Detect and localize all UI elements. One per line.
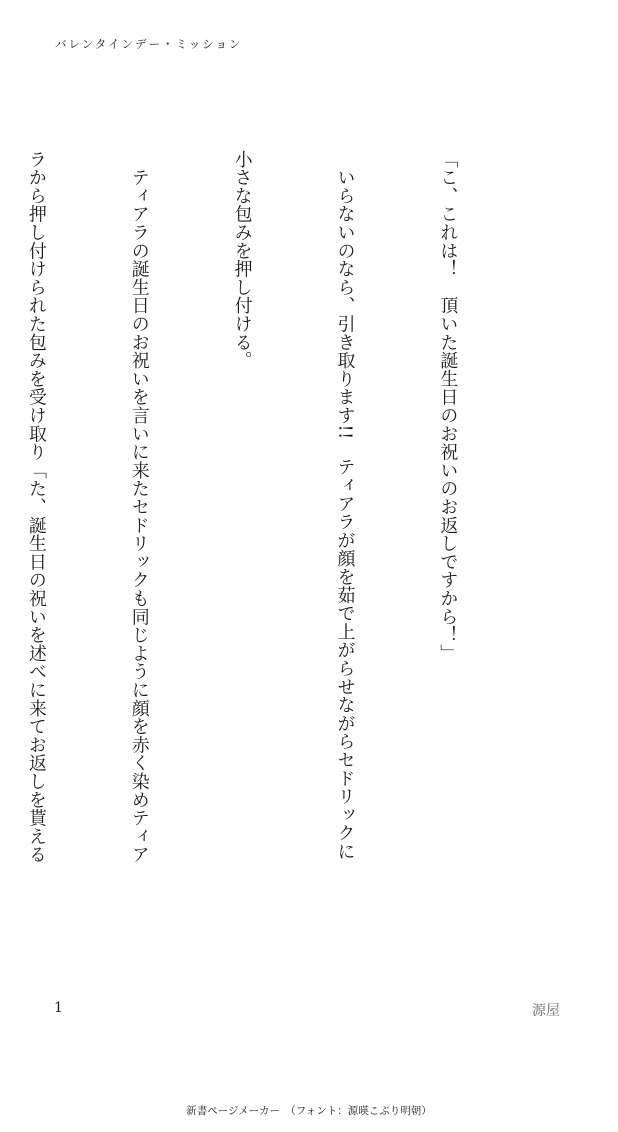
page-number: 1 [54, 1000, 63, 1016]
running-header: バレンタインデー・ミッション [55, 37, 243, 51]
text-line: ラから押し付けられた包みを受け取り「た、誕生日の祝いを述べに来てお返しを貰える [25, 150, 47, 864]
publisher-name: 源屋 [532, 1003, 560, 1019]
generator-credit: 新書ページメーカー （フォント：源暎こぶり明朝） [186, 1105, 432, 1117]
text-line: 小さな包みを押し付ける。 [231, 150, 253, 370]
vertical-body-text [0, 150, 533, 950]
text-line: 「こ、これは！ 頂いた誕生日のお祝いのお返しですから！」 [437, 150, 459, 663]
text-line: ティアラの誕生日のお祝いを言いに来たセドリックも同じように顔を赤く染めティア [128, 150, 150, 864]
text-line: いらないのなら、引き取ります!! ティアラが顔を茹で上がらせながらセドリックに [334, 150, 356, 861]
